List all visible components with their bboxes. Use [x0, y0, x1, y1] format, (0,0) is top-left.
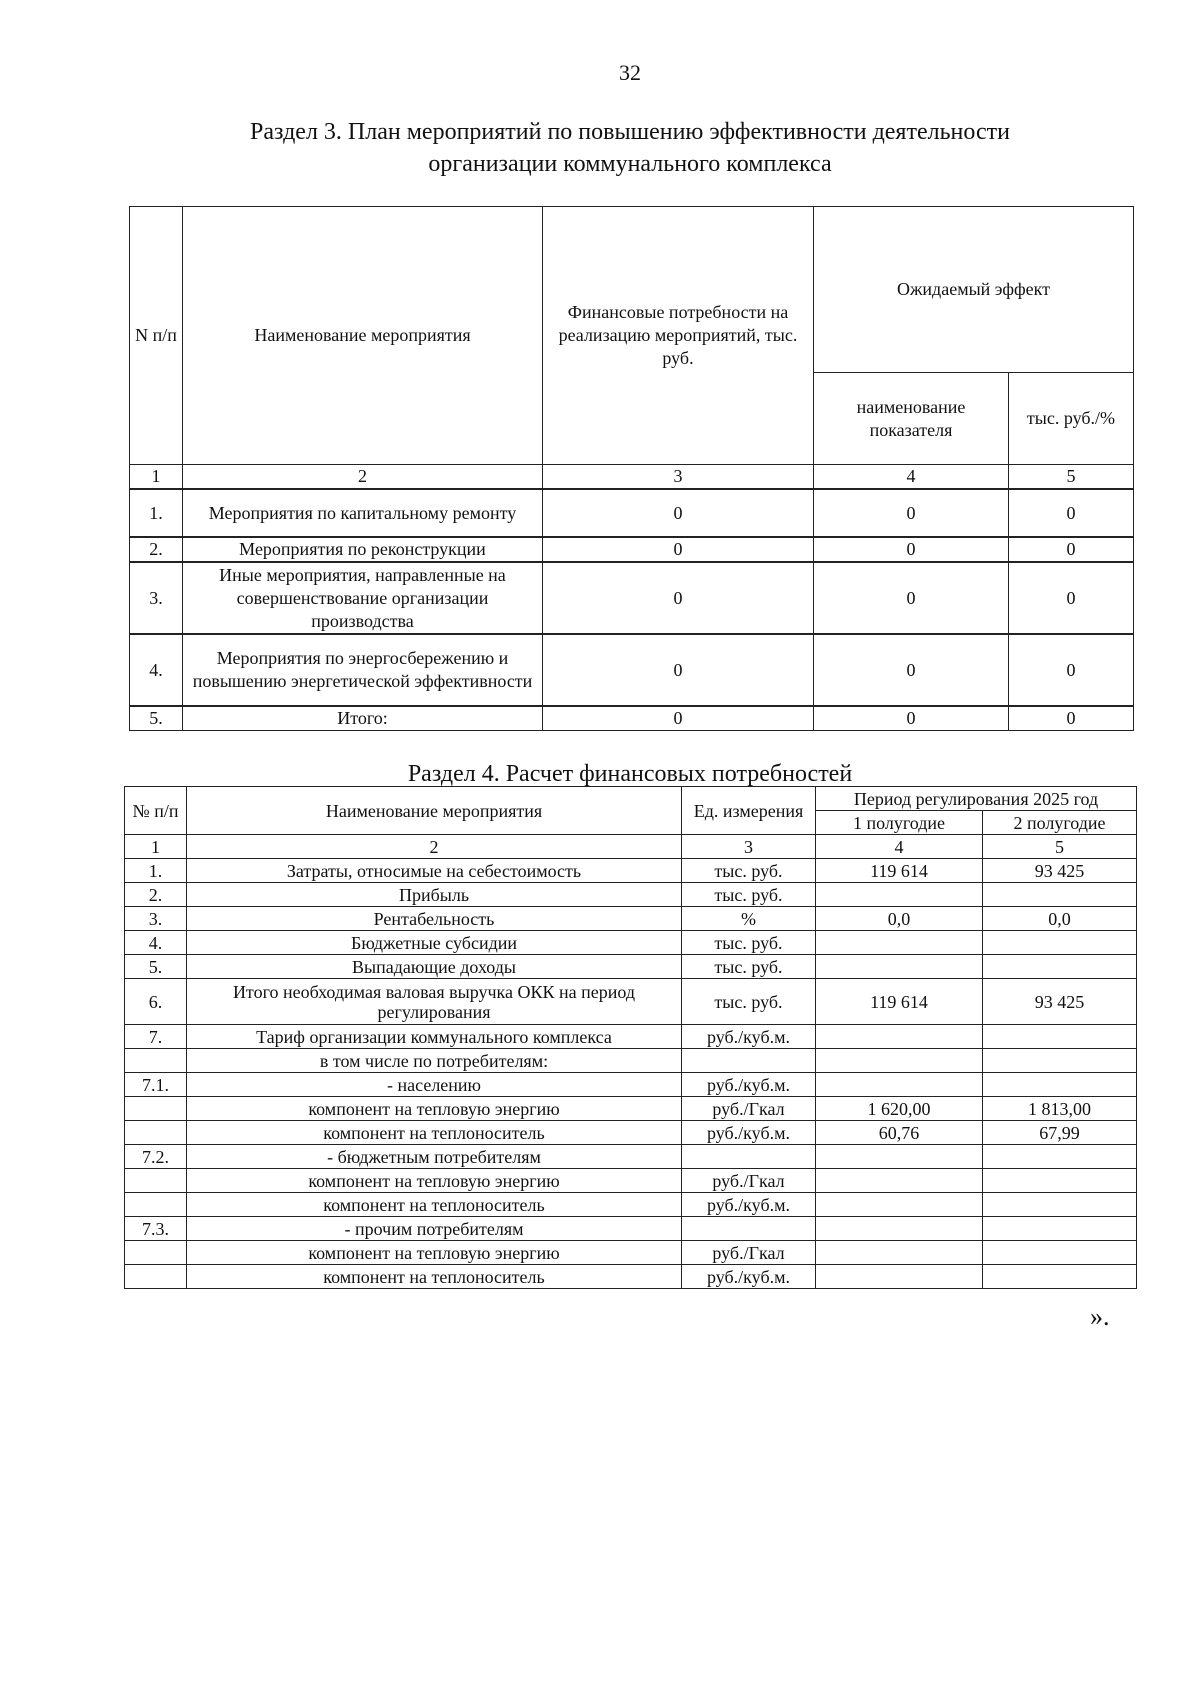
row-num: 1.: [130, 489, 183, 537]
row-value: 0: [1009, 706, 1134, 731]
row-num: 4.: [130, 634, 183, 706]
row-unit: руб./куб.м.: [682, 1193, 816, 1217]
row-half1: [816, 931, 983, 955]
row-half1: 0,0: [816, 907, 983, 931]
table-row: [125, 1217, 1137, 1241]
row-half1: 119 614: [816, 979, 983, 1025]
row-financial: 0: [543, 634, 814, 706]
header-value: тыс. руб./%: [1009, 373, 1134, 465]
table-row: [125, 1025, 1137, 1049]
row-value: 0: [1009, 634, 1134, 706]
row-indicator: 0: [814, 489, 1009, 537]
row-unit: [682, 1217, 816, 1241]
col-number: 2: [187, 835, 682, 859]
row-num: [125, 1265, 187, 1289]
row-num: 4.: [125, 931, 187, 955]
col-number: 3: [543, 465, 814, 490]
table-row: [130, 489, 1134, 537]
header-financial: Финансовые потребности на реализацию мероприятий, тыс. руб.: [543, 207, 814, 465]
table-row: [125, 1241, 1137, 1265]
table-row: [130, 706, 1134, 731]
row-num: [125, 1121, 187, 1145]
row-half2: 93 425: [983, 979, 1137, 1025]
row-unit: тыс. руб.: [682, 955, 816, 979]
row-unit: %: [682, 907, 816, 931]
row-unit: руб./куб.м.: [682, 1025, 816, 1049]
row-indicator: 0: [814, 537, 1009, 562]
section3-title-line2: организации коммунального комплекса: [428, 151, 832, 177]
row-half2: [983, 1025, 1137, 1049]
row-unit: [682, 1145, 816, 1169]
row-half1: [816, 1193, 983, 1217]
section3-title: [150, 116, 1110, 180]
row-num: 7.1.: [125, 1073, 187, 1097]
row-indicator: 0: [814, 634, 1009, 706]
row-half1: [816, 955, 983, 979]
row-name: Бюджетные субсидии: [187, 931, 682, 955]
row-num: [125, 1097, 187, 1121]
row-half2: [983, 931, 1137, 955]
row-unit: руб./куб.м.: [682, 1265, 816, 1289]
row-num: 5.: [125, 955, 187, 979]
row-half2: [983, 1145, 1137, 1169]
row-name: Прибыль: [187, 883, 682, 907]
col-number: 1: [130, 465, 183, 490]
row-half2: [983, 1193, 1137, 1217]
row-unit: руб./куб.м.: [682, 1121, 816, 1145]
row-unit: тыс. руб.: [682, 979, 816, 1025]
row-unit: тыс. руб.: [682, 883, 816, 907]
table-row: [125, 1097, 1137, 1121]
row-half1: 60,76: [816, 1121, 983, 1145]
row-half2: [983, 1049, 1137, 1073]
row-unit: руб./Гкал: [682, 1169, 816, 1193]
table-row: [125, 955, 1137, 979]
row-half1: [816, 1169, 983, 1193]
row-financial: 0: [543, 489, 814, 537]
row-half1: [816, 1217, 983, 1241]
row-num: [125, 1169, 187, 1193]
row-num: 7.2.: [125, 1145, 187, 1169]
row-half1: [816, 1049, 983, 1073]
row-half2: 0,0: [983, 907, 1137, 931]
row-num: 2.: [125, 883, 187, 907]
row-name: Затраты, относимые на себестоимость: [187, 859, 682, 883]
row-name: компонент на тепловую энергию: [187, 1241, 682, 1265]
row-num: 2.: [130, 537, 183, 562]
row-num: 3.: [130, 562, 183, 634]
row-half2: [983, 883, 1137, 907]
row-value: 0: [1009, 537, 1134, 562]
row-name: - бюджетным потребителям: [187, 1145, 682, 1169]
table-row: [125, 979, 1137, 1025]
row-half2: [983, 1169, 1137, 1193]
table-row: [125, 883, 1137, 907]
action-plan-table: [129, 206, 1134, 731]
table-row: [130, 537, 1134, 562]
row-half1: 119 614: [816, 859, 983, 883]
header-indicator: наименование показателя: [814, 373, 1009, 465]
table-row: [125, 1121, 1137, 1145]
row-num: 6.: [125, 979, 187, 1025]
row-half2: [983, 1241, 1137, 1265]
row-num: [125, 1049, 187, 1073]
row-num: 5.: [130, 706, 183, 731]
header-half1: 1 полугодие: [816, 811, 983, 835]
header-period: Период регулирования 2025 год: [816, 787, 1137, 811]
row-name: Итого необходимая валовая выручка ОКК на период регулирования: [187, 979, 682, 1025]
row-name: Мероприятия по реконструкции: [183, 537, 543, 562]
header-effect: Ожидаемый эффект: [814, 207, 1134, 373]
row-num: 7.3.: [125, 1217, 187, 1241]
row-half2: 93 425: [983, 859, 1137, 883]
row-half2: 1 813,00: [983, 1097, 1137, 1121]
row-name: Мероприятия по капитальному ремонту: [183, 489, 543, 537]
section3-title-line1: Раздел 3. План мероприятий по повышению эффективности деятельности: [250, 119, 1010, 145]
row-num: [125, 1193, 187, 1217]
table-row: [125, 1193, 1137, 1217]
row-half1: [816, 1073, 983, 1097]
col-number: 3: [682, 835, 816, 859]
row-name: Тариф организации коммунального комплекса: [187, 1025, 682, 1049]
row-name: компонент на теплоноситель: [187, 1121, 682, 1145]
col-number: 5: [983, 835, 1137, 859]
row-name: компонент на тепловую энергию: [187, 1169, 682, 1193]
row-half2: [983, 955, 1137, 979]
table-row: [125, 1049, 1137, 1073]
row-financial: 0: [543, 706, 814, 731]
row-half1: [816, 883, 983, 907]
row-half2: [983, 1265, 1137, 1289]
row-unit: тыс. руб.: [682, 931, 816, 955]
col-number: 4: [816, 835, 983, 859]
section4-title: Раздел 4. Расчет финансовых потребностей: [407, 761, 853, 787]
header-half2: 2 полугодие: [983, 811, 1137, 835]
row-half1: [816, 1025, 983, 1049]
header-name: Наименование мероприятия: [187, 787, 682, 835]
closing-quote-mark: ».: [1090, 1302, 1110, 1331]
table-row: [125, 931, 1137, 955]
row-unit: руб./Гкал: [682, 1241, 816, 1265]
row-num: 3.: [125, 907, 187, 931]
header-unit: Ед. измерения: [682, 787, 816, 835]
row-half1: [816, 1241, 983, 1265]
row-half1: [816, 1265, 983, 1289]
row-value: 0: [1009, 489, 1134, 537]
row-name: - прочим потребителям: [187, 1217, 682, 1241]
row-half1: [816, 1145, 983, 1169]
row-financial: 0: [543, 562, 814, 634]
row-financial: 0: [543, 537, 814, 562]
col-number: 1: [125, 835, 187, 859]
col-number: 5: [1009, 465, 1134, 490]
header-num: № п/п: [125, 787, 187, 835]
table-row: [125, 1169, 1137, 1193]
row-name: в том числе по потребителям:: [187, 1049, 682, 1073]
row-name: - населению: [187, 1073, 682, 1097]
row-half2: [983, 1217, 1137, 1241]
row-half2: [983, 1073, 1137, 1097]
row-value: 0: [1009, 562, 1134, 634]
col-number: 2: [183, 465, 543, 490]
row-name: Выпадающие доходы: [187, 955, 682, 979]
row-unit: руб./куб.м.: [682, 1073, 816, 1097]
table-row: [130, 634, 1134, 706]
table-row: [125, 1145, 1137, 1169]
row-name: Мероприятия по энергосбережению и повышению энергетической эффективности: [183, 634, 543, 706]
financial-needs-table: [124, 786, 1137, 1289]
table-row: [125, 1073, 1137, 1097]
row-unit: руб./Гкал: [682, 1097, 816, 1121]
row-name: Итого:: [183, 706, 543, 731]
row-unit: [682, 1049, 816, 1073]
page-number: 32: [619, 60, 641, 85]
row-indicator: 0: [814, 562, 1009, 634]
row-name: компонент на тепловую энергию: [187, 1097, 682, 1121]
row-unit: тыс. руб.: [682, 859, 816, 883]
row-half1: 1 620,00: [816, 1097, 983, 1121]
table-row: [125, 1265, 1137, 1289]
row-name: Рентабельность: [187, 907, 682, 931]
row-half2: 67,99: [983, 1121, 1137, 1145]
table-row: [130, 562, 1134, 634]
row-indicator: 0: [814, 706, 1009, 731]
header-name: Наименование мероприятия: [183, 207, 543, 465]
table-row: [125, 859, 1137, 883]
table-row: [125, 907, 1137, 931]
col-number: 4: [814, 465, 1009, 490]
row-name: Иные мероприятия, направленные на совершенствование организации производства: [183, 562, 543, 634]
row-num: 1.: [125, 859, 187, 883]
row-name: компонент на теплоноситель: [187, 1265, 682, 1289]
row-num: 7.: [125, 1025, 187, 1049]
row-num: [125, 1241, 187, 1265]
row-name: компонент на теплоноситель: [187, 1193, 682, 1217]
header-num: N п/п: [130, 207, 183, 465]
